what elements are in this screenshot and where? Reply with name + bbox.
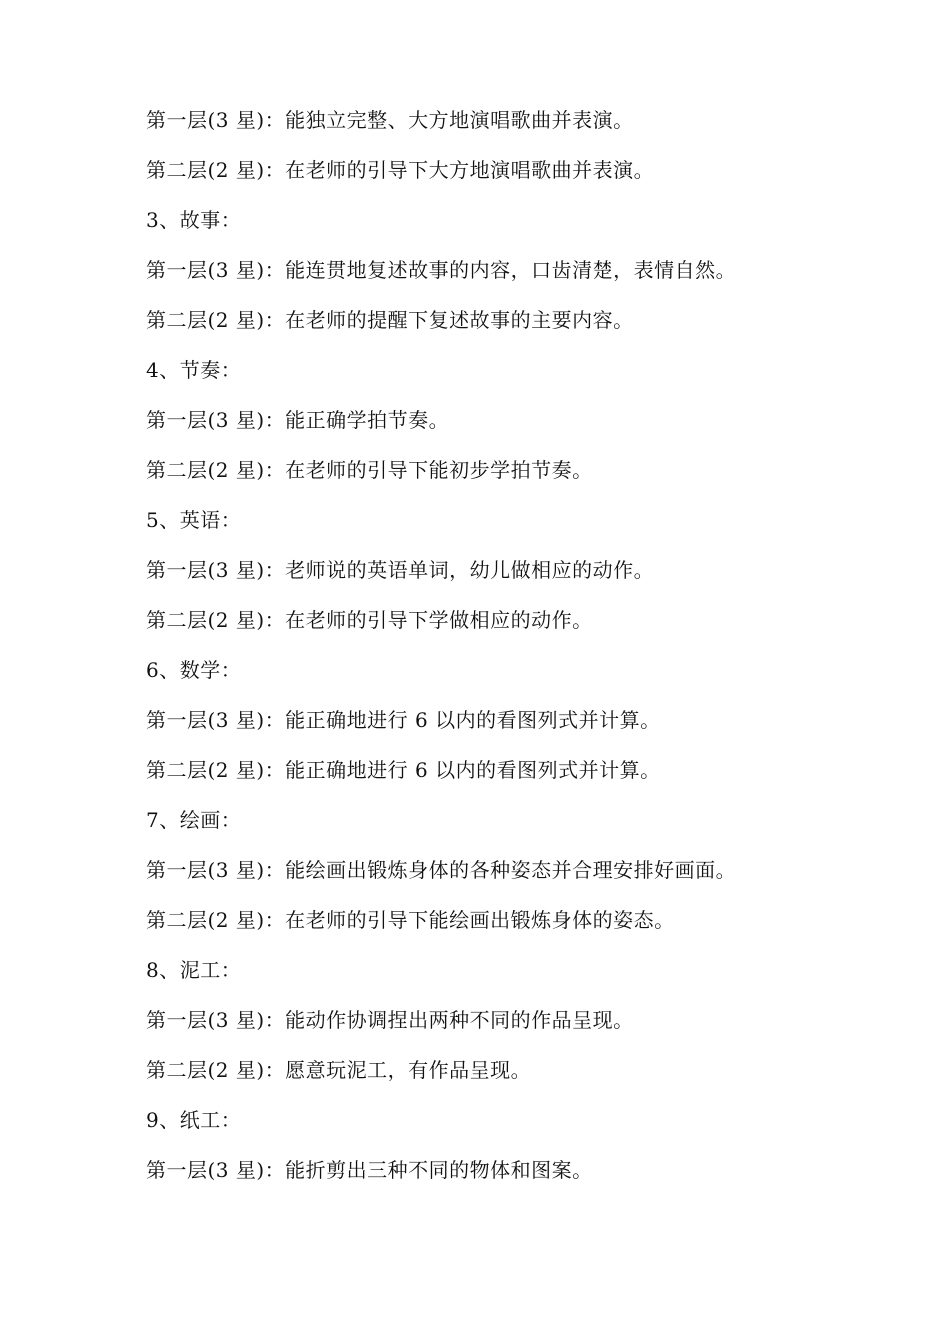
paragraph-line: 第一层(3 星)：能正确地进行 6 以内的看图列式并计算。 bbox=[146, 708, 661, 732]
paragraph-line: 第二层(2 星)：在老师的引导下能初步学拍节奏。 bbox=[146, 458, 593, 482]
paragraph-line: 第一层(3 星)：能动作协调捏出两种不同的作品呈现。 bbox=[146, 1008, 634, 1032]
paragraph-line: 第一层(3 星)：能连贯地复述故事的内容，口齿清楚，表情自然。 bbox=[146, 258, 737, 282]
paragraph-line: 第二层(2 星)：在老师的提醒下复述故事的主要内容。 bbox=[146, 308, 634, 332]
paragraph-line: 第一层(3 星)：能折剪出三种不同的物体和图案。 bbox=[146, 1158, 593, 1182]
paragraph-line: 第二层(2 星)：愿意玩泥工，有作品呈现。 bbox=[146, 1058, 532, 1082]
paragraph-line: 第一层(3 星)：能独立完整、大方地演唱歌曲并表演。 bbox=[146, 108, 634, 132]
paragraph-line: 第二层(2 星)：能正确地进行 6 以内的看图列式并计算。 bbox=[146, 758, 661, 782]
section-heading: 9、纸工： bbox=[146, 1108, 242, 1132]
section-heading: 7、绘画： bbox=[146, 808, 242, 832]
section-heading: 4、节奏： bbox=[146, 358, 242, 382]
section-heading: 5、英语： bbox=[146, 508, 242, 532]
section-heading: 3、故事： bbox=[146, 208, 242, 232]
paragraph-line: 第一层(3 星)：能绘画出锻炼身体的各种姿态并合理安排好画面。 bbox=[146, 858, 737, 882]
paragraph-line: 第二层(2 星)：在老师的引导下大方地演唱歌曲并表演。 bbox=[146, 158, 655, 182]
paragraph-line: 第一层(3 星)：能正确学拍节奏。 bbox=[146, 408, 450, 432]
paragraph-line: 第二层(2 星)：在老师的引导下学做相应的动作。 bbox=[146, 608, 593, 632]
section-heading: 6、数学： bbox=[146, 658, 242, 682]
paragraph-line: 第二层(2 星)：在老师的引导下能绘画出锻炼身体的姿态。 bbox=[146, 908, 675, 932]
paragraph-line: 第一层(3 星)：老师说的英语单词，幼儿做相应的动作。 bbox=[146, 558, 655, 582]
section-heading: 8、泥工： bbox=[146, 958, 242, 982]
